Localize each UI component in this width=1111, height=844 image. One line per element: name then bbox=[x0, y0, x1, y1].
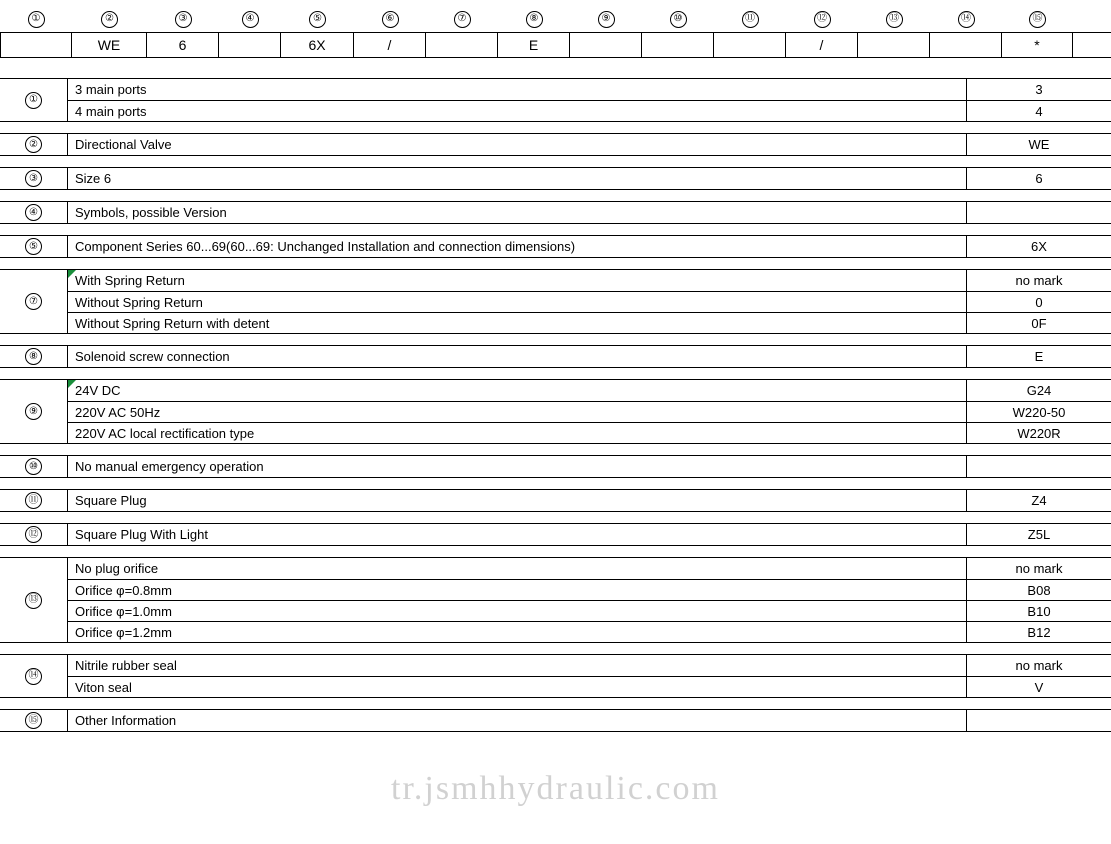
option-code: 0F bbox=[1031, 315, 1047, 331]
position-circle-icon: ⑬ bbox=[886, 11, 903, 28]
option-code: 6X bbox=[1031, 239, 1047, 254]
code-position-10 bbox=[642, 6, 714, 32]
option-description: Directional Valve bbox=[68, 134, 967, 155]
code-value-10 bbox=[642, 33, 714, 57]
code-block bbox=[0, 455, 1111, 478]
table-row bbox=[68, 621, 1111, 642]
code-position-5 bbox=[281, 6, 354, 32]
code-block bbox=[0, 654, 1111, 698]
block-position-number bbox=[0, 456, 68, 477]
option-code: 4 bbox=[1035, 103, 1043, 119]
option-code: Z5L bbox=[1027, 527, 1051, 542]
position-circle-icon: ⑬ bbox=[25, 592, 42, 609]
code-value-4 bbox=[219, 33, 281, 57]
option-code: WE bbox=[1028, 137, 1050, 152]
code-value-12: / bbox=[786, 33, 858, 57]
code-description-blocks bbox=[0, 78, 1111, 743]
option-code: 6 bbox=[1035, 171, 1043, 186]
position-circle-icon: ⑫ bbox=[814, 11, 831, 28]
position-circle-icon: ⑨ bbox=[598, 11, 615, 28]
block-position-number bbox=[0, 524, 68, 545]
block-position-number bbox=[0, 490, 68, 511]
option-code: G24 bbox=[1026, 383, 1052, 398]
table-row bbox=[68, 100, 1111, 121]
code-value-14 bbox=[930, 33, 1002, 57]
block-position-number bbox=[0, 236, 68, 257]
code-value-11 bbox=[714, 33, 786, 57]
code-block bbox=[0, 235, 1111, 258]
position-circle-icon: ⑮ bbox=[25, 712, 42, 729]
block-position-number bbox=[0, 558, 68, 642]
option-description: With Spring Return bbox=[68, 270, 967, 291]
order-code-table bbox=[0, 6, 1111, 58]
option-description: 220V AC 50Hz bbox=[68, 402, 967, 422]
block-rows bbox=[68, 168, 1111, 189]
option-description: 4 main ports bbox=[68, 101, 967, 121]
block-rows bbox=[68, 134, 1111, 155]
table-row bbox=[68, 168, 1111, 189]
option-code: 0 bbox=[1035, 294, 1043, 310]
position-circle-icon: ⑧ bbox=[25, 348, 42, 365]
option-code bbox=[967, 710, 1111, 731]
table-row bbox=[68, 202, 1111, 223]
code-position-7 bbox=[426, 6, 498, 32]
code-value-3: 6 bbox=[147, 33, 219, 57]
block-rows bbox=[68, 346, 1111, 367]
code-block bbox=[0, 78, 1111, 122]
position-circle-icon: ⑪ bbox=[742, 11, 759, 28]
position-circle-icon: ② bbox=[25, 136, 42, 153]
option-description: Other Information bbox=[68, 710, 967, 731]
option-description: Square Plug bbox=[68, 490, 967, 511]
code-position-9 bbox=[570, 6, 642, 32]
block-rows bbox=[68, 456, 1111, 477]
position-circle-icon: ③ bbox=[175, 11, 192, 28]
position-circle-icon: ⑩ bbox=[670, 11, 687, 28]
code-position-4 bbox=[219, 6, 281, 32]
position-circle-icon: ⑤ bbox=[309, 11, 326, 28]
code-block bbox=[0, 269, 1111, 334]
table-row bbox=[68, 524, 1111, 545]
option-description: Orifice φ=0.8mm bbox=[68, 580, 967, 600]
position-circle-icon: ⑥ bbox=[382, 11, 399, 28]
option-code: no mark bbox=[1015, 561, 1063, 576]
option-description: Square Plug With Light bbox=[68, 524, 967, 545]
table-row bbox=[68, 401, 1111, 422]
code-value-6: / bbox=[354, 33, 426, 57]
position-circle-icon: ⑦ bbox=[25, 293, 42, 310]
option-code: W220R bbox=[1017, 425, 1061, 441]
option-code bbox=[967, 456, 1111, 477]
code-block bbox=[0, 133, 1111, 156]
block-position-number bbox=[0, 346, 68, 367]
table-row bbox=[68, 490, 1111, 511]
option-code: no mark bbox=[1015, 658, 1063, 673]
code-position-3 bbox=[147, 6, 219, 32]
option-description: Nitrile rubber seal bbox=[68, 655, 967, 676]
block-rows bbox=[68, 79, 1111, 121]
table-row bbox=[68, 79, 1111, 100]
code-value-7 bbox=[426, 33, 498, 57]
option-code: W220-50 bbox=[1012, 404, 1066, 420]
position-circle-icon: ⑤ bbox=[25, 238, 42, 255]
block-position-number bbox=[0, 134, 68, 155]
table-row bbox=[68, 346, 1111, 367]
block-rows bbox=[68, 655, 1111, 697]
code-value-row bbox=[0, 32, 1111, 58]
option-description: Component Series 60...69(60...69: Unchanged Installation and connection dimensions) bbox=[68, 236, 967, 257]
option-description: Without Spring Return bbox=[68, 292, 967, 312]
option-code: no mark bbox=[1015, 273, 1063, 288]
option-description: Solenoid screw connection bbox=[68, 346, 967, 367]
code-value-13 bbox=[858, 33, 930, 57]
code-position-8 bbox=[498, 6, 570, 32]
table-row bbox=[68, 655, 1111, 676]
table-row bbox=[68, 291, 1111, 312]
table-row bbox=[68, 380, 1111, 401]
option-description: No plug orifice bbox=[68, 558, 967, 579]
position-circle-icon: ② bbox=[101, 11, 118, 28]
position-circle-icon: ④ bbox=[25, 204, 42, 221]
option-code: 3 bbox=[1035, 82, 1043, 97]
table-row bbox=[68, 422, 1111, 443]
option-description: Viton seal bbox=[68, 677, 967, 697]
option-description: 220V AC local rectification type bbox=[68, 423, 967, 443]
option-code: V bbox=[1034, 679, 1044, 695]
position-circle-icon: ① bbox=[28, 11, 45, 28]
block-rows bbox=[68, 380, 1111, 443]
table-row bbox=[68, 579, 1111, 600]
option-description: 24V DC bbox=[68, 380, 967, 401]
block-position-number bbox=[0, 655, 68, 697]
option-code: B10 bbox=[1027, 603, 1051, 619]
code-position-15 bbox=[1002, 6, 1073, 32]
table-row bbox=[68, 710, 1111, 731]
block-position-number bbox=[0, 710, 68, 731]
table-row bbox=[68, 600, 1111, 621]
option-code: B12 bbox=[1027, 624, 1051, 640]
block-position-number bbox=[0, 79, 68, 121]
code-position-1 bbox=[0, 6, 72, 32]
table-row bbox=[68, 676, 1111, 697]
block-rows bbox=[68, 236, 1111, 257]
code-value-9 bbox=[570, 33, 642, 57]
table-row bbox=[68, 270, 1111, 291]
code-block bbox=[0, 523, 1111, 546]
option-code: E bbox=[1034, 349, 1044, 364]
code-position-11 bbox=[714, 6, 786, 32]
position-circle-icon: ④ bbox=[242, 11, 259, 28]
code-value-5: 6X bbox=[281, 33, 354, 57]
position-circle-icon: ⑫ bbox=[25, 526, 42, 543]
position-circle-icon: ③ bbox=[25, 170, 42, 187]
code-value-2: WE bbox=[72, 33, 147, 57]
code-position-6 bbox=[354, 6, 426, 32]
code-block bbox=[0, 379, 1111, 444]
option-code: Z4 bbox=[1031, 493, 1047, 508]
block-rows bbox=[68, 524, 1111, 545]
option-description: Orifice φ=1.2mm bbox=[68, 622, 967, 642]
position-circle-icon: ⑭ bbox=[25, 668, 42, 685]
code-block bbox=[0, 345, 1111, 368]
option-description: Without Spring Return with detent bbox=[68, 313, 967, 333]
block-position-number bbox=[0, 270, 68, 333]
table-row bbox=[68, 456, 1111, 477]
option-description: Orifice φ=1.0mm bbox=[68, 601, 967, 621]
position-circle-icon: ⑧ bbox=[526, 11, 543, 28]
block-rows bbox=[68, 202, 1111, 223]
option-code bbox=[967, 202, 1111, 223]
position-circle-icon: ⑩ bbox=[25, 458, 42, 475]
block-rows bbox=[68, 270, 1111, 333]
code-block bbox=[0, 489, 1111, 512]
code-block bbox=[0, 557, 1111, 643]
code-position-14 bbox=[930, 6, 1002, 32]
code-block bbox=[0, 201, 1111, 224]
code-value-15: * bbox=[1002, 33, 1073, 57]
table-row bbox=[68, 236, 1111, 257]
code-position-13 bbox=[858, 6, 930, 32]
table-row bbox=[68, 312, 1111, 333]
position-circle-icon: ① bbox=[25, 92, 42, 109]
position-circle-icon: ⑪ bbox=[25, 492, 42, 509]
code-value-8: E bbox=[498, 33, 570, 57]
code-block bbox=[0, 167, 1111, 190]
position-circle-icon: ⑭ bbox=[958, 11, 975, 28]
block-rows bbox=[68, 710, 1111, 731]
option-description: Size 6 bbox=[68, 168, 967, 189]
table-row bbox=[68, 134, 1111, 155]
option-code: B08 bbox=[1027, 582, 1051, 598]
option-description: No manual emergency operation bbox=[68, 456, 967, 477]
position-circle-icon: ⑦ bbox=[454, 11, 471, 28]
block-rows bbox=[68, 490, 1111, 511]
watermark: tr.jsmhhydraulic.com bbox=[391, 770, 720, 807]
code-position-row bbox=[0, 6, 1111, 32]
code-position-2 bbox=[72, 6, 147, 32]
block-position-number bbox=[0, 202, 68, 223]
code-block bbox=[0, 709, 1111, 732]
position-circle-icon: ⑮ bbox=[1029, 11, 1046, 28]
option-description: 3 main ports bbox=[68, 79, 967, 100]
block-position-number bbox=[0, 380, 68, 443]
option-description: Symbols, possible Version bbox=[68, 202, 967, 223]
table-row bbox=[68, 558, 1111, 579]
code-position-12 bbox=[786, 6, 858, 32]
block-position-number bbox=[0, 168, 68, 189]
block-rows bbox=[68, 558, 1111, 642]
code-value-1 bbox=[0, 33, 72, 57]
position-circle-icon: ⑨ bbox=[25, 403, 42, 420]
